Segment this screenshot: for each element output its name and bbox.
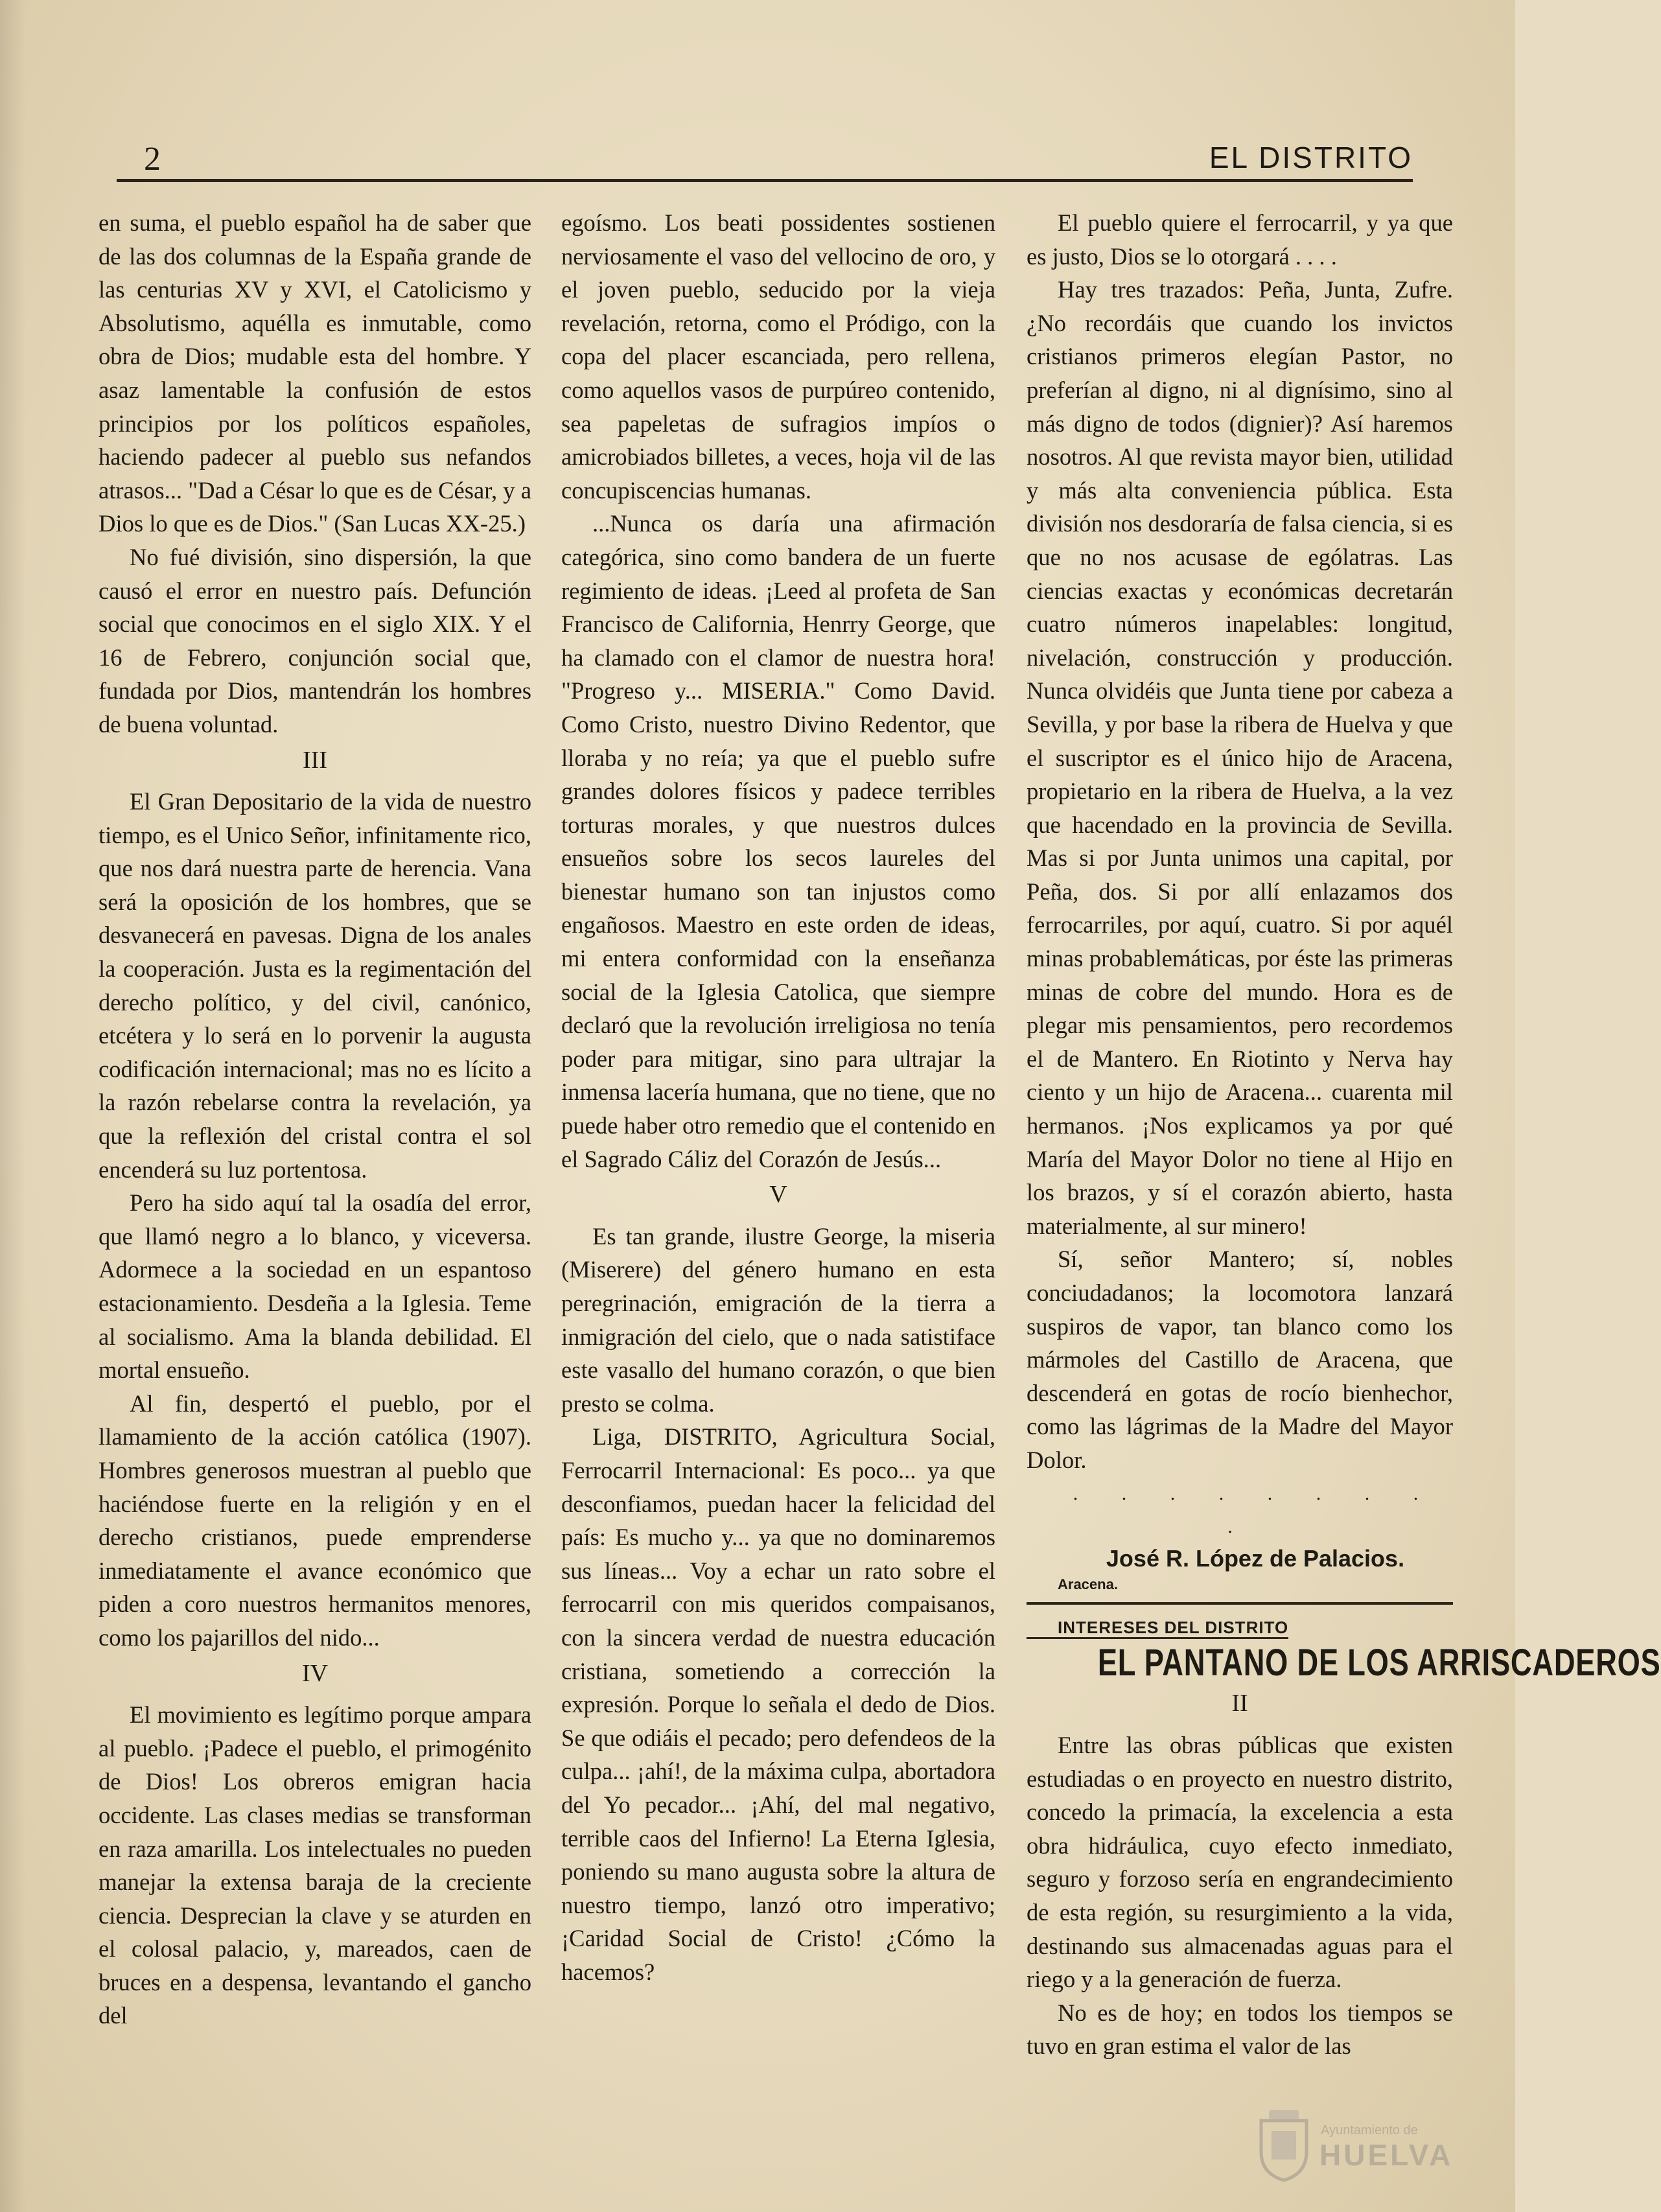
column-2 (561, 206, 995, 2099)
page-fold-shadow (0, 0, 26, 2212)
paragraph: Pero ha sido aquí tal la osadía del error, que llamó negro a lo blanco, y viceversa. Adormece a la sociedad en un espantoso estacionamiento. Desdeña a la Iglesia. Teme al socialismo. Ama la blanda debilidad. El mortal ensueño. (99, 1189, 531, 1384)
coat-of-arms-icon (1256, 2109, 1312, 2182)
dotted-separator: . . . . . . . . . (1073, 1482, 1438, 1538)
article-part-number: II (1231, 1690, 1248, 1717)
paragraph: No fué división, sino dispersión, la que causó el error en nuestro país. Defunción social que conocimos en el siglo XIX. Y el 16 de Febrero, conjunción social que, fundada por Dios, mantendrán los hombres de buena voluntad. (99, 543, 531, 738)
paragraph: Liga, DISTRITO, Agricultura Social, Ferrocarril Internacional: Es poco... ya que desconfiamos, puedan hacer la felicidad del país: Es mucho y... ya que no dominaremos sus líneas... Voy a echar un rato sobre el ferrocarril con mis queridos compaisanos, con la sincera verdad de nuestra educación cristiana, sometiendo a corrección la expresión. Porque lo señala el dedo de Dios. Se que odiáis el pecado; pero defendeos de la culpa... ¡ahí!, de la máxima culpa, abortadora del Yo pecador... ¡Ahí, del mal negativo, terrible caos del Infierno! La Eterna Iglesia, poniendo su mano augusta sobre la altura de nuestro tiempo, lanzó otro imperativo; ¡Caridad Social de Cristo! ¿Cómo la hacemos? (561, 1423, 995, 1985)
paragraph: El pueblo quiere el ferrocarril, y ya que es justo, Dios se lo otorgará . . . . (1027, 209, 1453, 270)
paragraph: Es tan grande, ilustre George, la miseria (Miserere) del género humano en esta peregrinación, emigración de la tierra a inmigración del cielo, que o nada satistiface este vasallo del humano corazón, o que bien presto se colma. (561, 1222, 995, 1417)
paragraph: El Gran Depositario de la vida de nuestro tiempo, es el Unico Señor, infinitamente rico, que nos dará nuestra parte de herencia. Vana será la oposición de los hombres, que se desvanecerá en pavesas. Digna de los anales la cooperación. Justa es la regimentación del derecho político, y del civil, canónico, etcétera y lo será en lo porvenir la augusta codificación internacional; mas no es lícito a la razón rebelarse contra la revelación, ya que la reflexión del cristal contra el sol encenderá su luz portentosa. (99, 788, 531, 1183)
paragraph: en suma, el pueblo español ha de saber que de las dos columnas de la España grande de las centurias XV y XVI, el Catolicismo y Absolutismo, aquélla es inmutable, como obra de Dios; mudable esta del hombre. Y asaz lamentable la confusión de estos principios por los políticos españoles, haciendo padecer al pueblo sus nefandos atrasos... "Dad a César lo que es de César, y a Dios lo que es de Dios." (San Lucas XX-25.) (99, 209, 531, 537)
section-label: INTERESES DEL DISTRITO (1027, 1618, 1288, 1639)
paragraph: Hay tres trazados: Peña, Junta, Zufre. ¿No recordáis que cuando los invictos cristianos primeros elegían Pastor, no preferían al digno, ni al dignísimo, sino al más digno de todos (dignier)? Así haremos nosotros. Al que revista mayor bien, utilidad y más alta conveniencia pública. Esta división nos desdoraría de falsa ciencia, si es que no nos acusase de ególatras. Las ciencias exactas y económicas decretarán cuatro números inapelables: longitud, nivelación, construcción y producción. Nunca olvidéis que Junta tiene por cabeza a Sevilla, y por base la ribera de Huelva y que el suscriptor es el único hijo de Aracena, propietario en la ribera de Huelva, a la vez que hacendado en la provincia de Sevilla. Mas si por Junta unimos una capital, por Peña, dos. Si por allí enlazamos dos ferrocarriles, por aquí, cuatro. Si por aquél minas probablemáticas, por éste las primeras minas de cobre del mundo. Hora es de plegar mis pensamientos, pero recordemos el de Mantero. En Riotinto y Nerva hay ciento y un hijo de Aracena... cuarenta mil hermanos. ¡Nos explicamos ya por qué María del Mayor Dolor no tiene al Hijo en los brazos, y sí el corazón abierto, hasta materialmente, al sur minero! (1027, 276, 1453, 1239)
watermark-line-1: Ayuntamiento de (1321, 2123, 1418, 2137)
author-signature: José R. López de Palacios. (1106, 1544, 1405, 1572)
column-3 (1027, 206, 1661, 2099)
paragraph: Sí, señor Mantero; sí, nobles conciudadanos; la locomotora lanzará suspiros de vapor, tan blanco como los mármoles del Castillo de Aracena, que descenderá en gotas de rocío bienhechor, como las lágrimas de la Madre del Mayor Dolor. (1027, 1246, 1453, 1473)
paragraph: El movimiento es legítimo porque ampara al pueblo. ¡Padece el pueblo, el primogénito de Dios! Los obreros emigran hacia occidente. Las clases medias se transforman en raza amarilla. Los intelectuales no pueden manejar la extensa baraja de la creciente ciencia. Desprecian la clave y se aturden en el colosal palacio, y, mareados, caen de bruces en a despensa, levantando el gancho del (99, 1701, 531, 2029)
paragraph: egoísmo. Los beati possidentes sostienen nerviosamente el vaso del vellocino de oro, y el joven pueblo, seducido por la vieja revelación, retorna, como el Pródigo, con la copa del placer escanciada, pero rellena, como aquellos vasos de purpúreo contenido, sea papeletas de sufragios impíos o amicrobiados billetes, a veces, hoja vil de las concupiscencias humanas. (561, 209, 995, 504)
column-1 (99, 206, 531, 2099)
paragraph: Entre las obras públicas que existen estudiadas o en proyecto en nuestro distrito, concedo la primacía, la excelencia a esta obra hidráulica, cuyo efecto inmediato, seguro y forzoso sería en engrandecimiento de esta región, su resurgimiento a la vida, destinando sus almacenadas aguas para el riego y a la generación de fuerza. (1027, 1731, 1453, 1993)
page-number: 2 (144, 141, 161, 178)
article-title: EL PANTANO DE LOS ARRISCADEROS (1097, 1642, 1661, 1684)
section-heading-iv: IV (301, 1659, 329, 1687)
section-heading-v: V (769, 1181, 787, 1209)
journal-title: EL DISTRITO (1209, 141, 1413, 174)
section-rule (1027, 1602, 1453, 1605)
author-place: Aracena. (1058, 1576, 1118, 1592)
paragraph: No es de hoy; en todos los tiempos se tuvo en gran estima el valor de las (1027, 1999, 1453, 2060)
paragraph: ...Nunca os daría una afirmación categórica, sino como bandera de un fuerte regimiento de ideas. ¡Leed al profeta de San Francisco de California, Henrry George, que ha clamado con el clamor de nuestra hora! "Progreso y... MISERIA." Como David. Como Cristo, nuestro Divino Redentor, que lloraba y no reía; ya que el pueblo sufre grandes dolores físicos y padece terribles torturas morales, y que nuestros dulces ensueños sobre los secos laureles del bienestar humano son tan injustos como engañosos. Maestro en este orden de ideas, mi entera conformidad con la enseñanza social de la Iglesia Catolica, que siempre declaró que la revolución irreligiosa no tenía poder para mitigar, sino para ultrajar la inmensa lacería humana, que no tiene, que no puede haber otro remedio que el contenido en el Sagrado Cáliz del Corazón de Jesús... (561, 510, 995, 1172)
header-rule (117, 179, 1413, 182)
paragraph: Al fin, despertó el pueblo, por el llamamiento de la acción católica (1907). Hombres generosos muestran al pueblo que haciéndose fuerte en la religión y en el derecho cristianos, puede emprenderse inmediatamente el avance económico que piden a coro nuestros hermanitos menores, como los pajarillos del nido... (99, 1390, 531, 1651)
page-header (117, 137, 1413, 183)
archive-watermark (1256, 2109, 1454, 2187)
watermark-line-2: HUELVA (1319, 2138, 1454, 2172)
section-heading-iii: III (303, 746, 327, 774)
